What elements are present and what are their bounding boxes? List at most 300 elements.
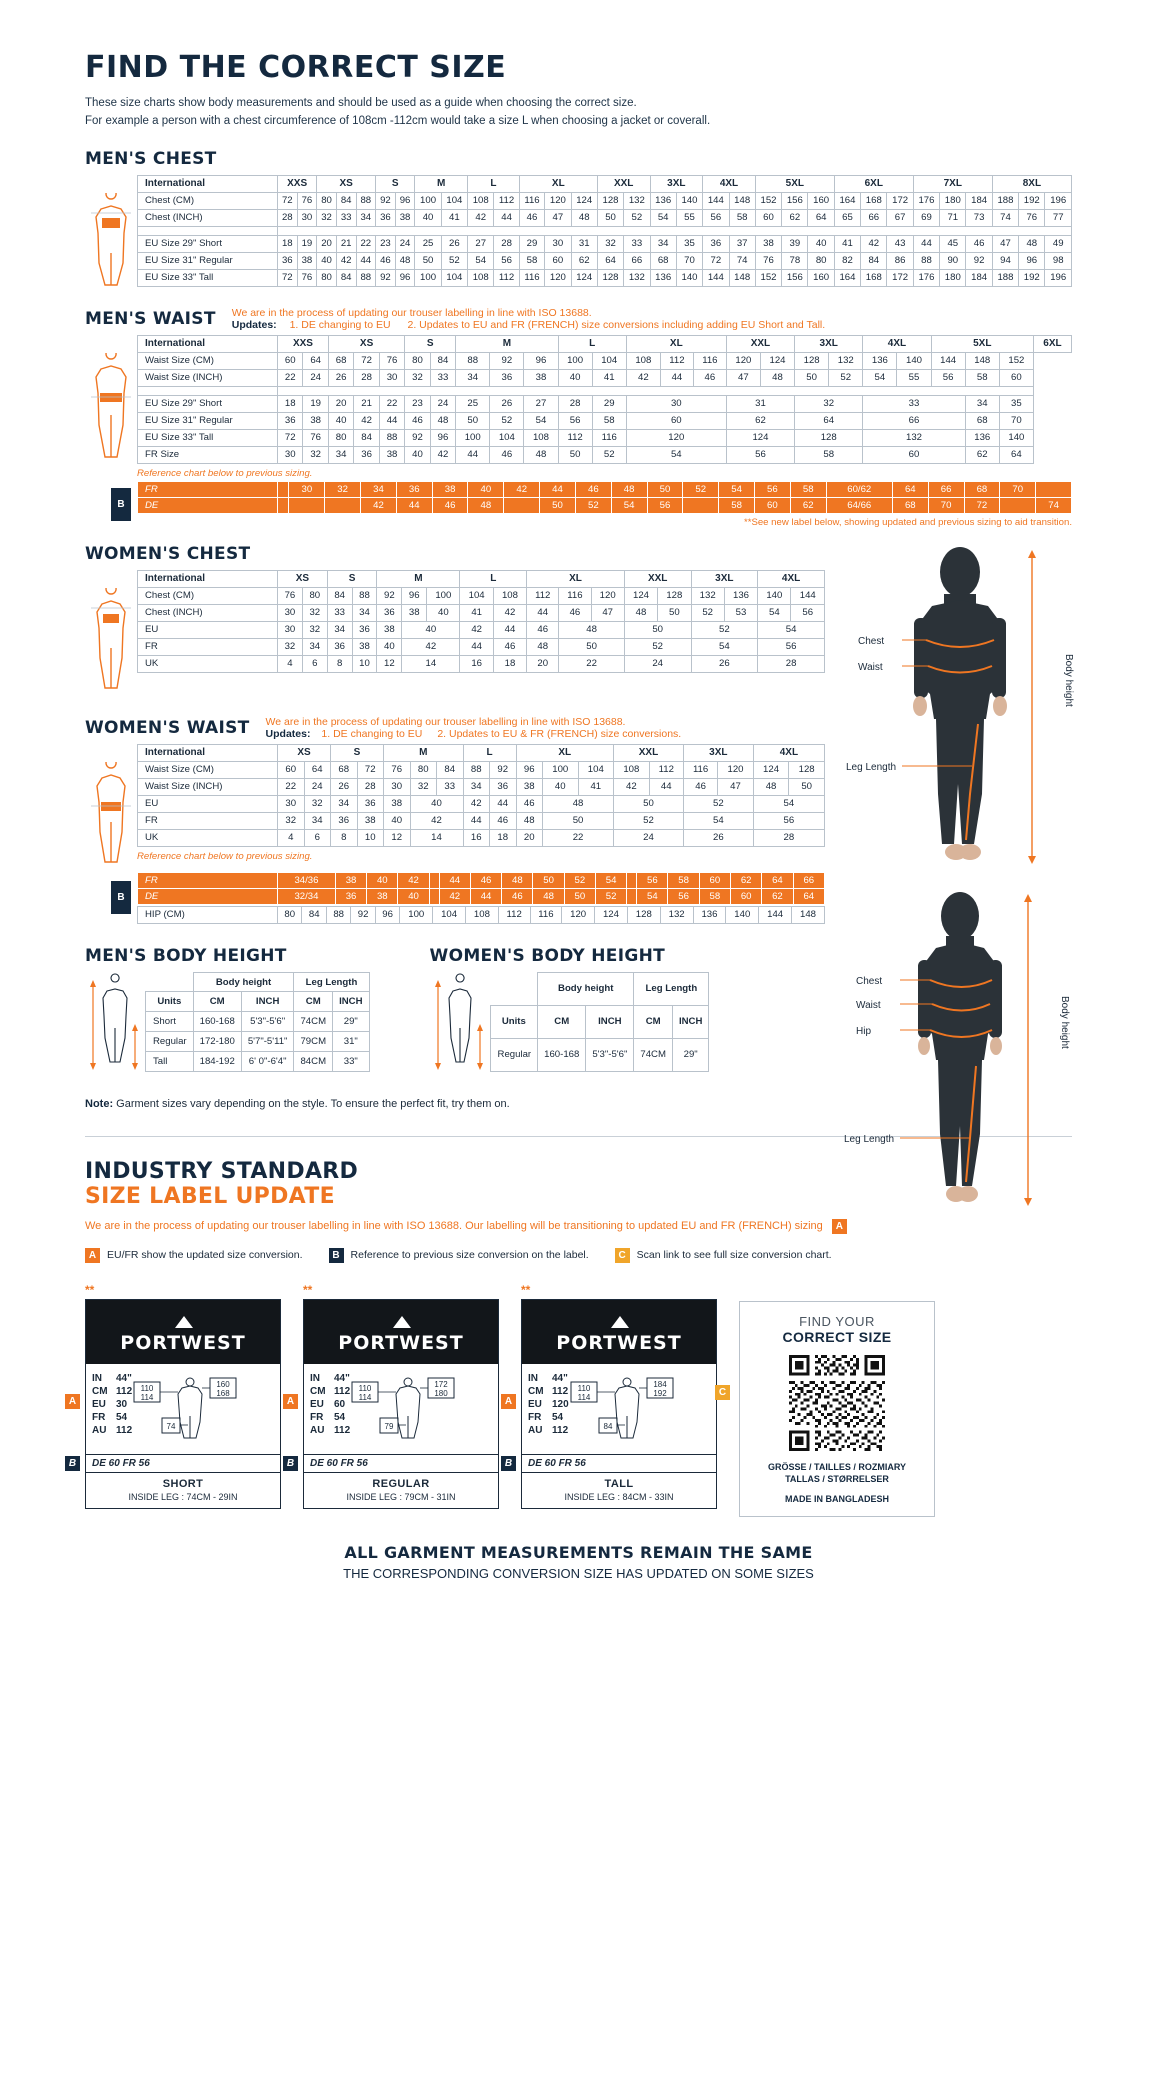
label-sizes-tall (528, 1372, 569, 1450)
cell: 22 (379, 395, 404, 412)
cell: 76 (297, 269, 317, 286)
cell: 128 (658, 587, 691, 604)
cell: 53 (724, 604, 757, 621)
cell: 48 (468, 497, 504, 513)
intro-line-2: For example a person with a chest circumference of 108cm -112cm would take a size L when choosing a jacket or coverall. (85, 114, 711, 127)
table-row (138, 655, 825, 672)
col-xs: XS (278, 570, 328, 587)
val-cm: 112 (334, 1385, 351, 1397)
cell: 21 (354, 395, 379, 412)
cell: 148 (729, 192, 755, 209)
table-row (138, 497, 1072, 513)
row-label: Chest (CM) (138, 587, 278, 604)
cell: 21 (336, 235, 356, 252)
cell: 20 (527, 655, 559, 672)
cell: 44 (439, 872, 470, 888)
cell: 38 (516, 778, 543, 795)
womens-waist-previous-sizing-table (137, 872, 825, 905)
callout-leglength-male: Leg Length (846, 761, 897, 773)
cell: 68 (965, 412, 999, 429)
callout-body-height-female: Body height (1059, 995, 1070, 1049)
cell: 72 (278, 269, 298, 286)
cell: 120 (562, 906, 595, 923)
svg-text:160: 160 (216, 1379, 230, 1389)
val-in: 44" (552, 1372, 568, 1384)
key-cm: CM (528, 1385, 544, 1397)
female-model-figure (842, 888, 1072, 1218)
cell: 72 (357, 761, 384, 778)
cell: 98 (1045, 252, 1072, 269)
final-note-text: Garment sizes vary depending on the style. To ensure the perfect fit, try them on. (113, 1097, 510, 1110)
cell: 36 (377, 604, 402, 621)
svg-text:79: 79 (384, 1421, 394, 1431)
cell: 41 (460, 604, 493, 621)
cell: 25 (415, 235, 441, 252)
tag-c: C (615, 1248, 630, 1263)
cell: 32/34 (278, 888, 336, 904)
callout-chest-female: Chest (856, 975, 883, 987)
cell: 132 (624, 192, 650, 209)
col-xl: XL (527, 570, 625, 587)
cell: 38 (755, 235, 781, 252)
col-7xl: 7XL (913, 175, 992, 192)
cell: 36 (352, 621, 377, 638)
col-4xl: 4XL (758, 570, 825, 587)
cell: 38 (402, 604, 427, 621)
cell: 48 (611, 481, 647, 497)
cell: 47 (545, 209, 571, 226)
col-xxl: XXL (726, 335, 794, 352)
row-label: EU Size 29" Short (138, 235, 278, 252)
cell: 60 (278, 761, 305, 778)
cell: 36 (357, 795, 384, 812)
cell: 42 (861, 235, 887, 252)
callout-body-height-male: Body height (1063, 653, 1074, 707)
cell (683, 497, 719, 513)
table-row (138, 446, 1072, 463)
val-cm: 112 (116, 1385, 133, 1397)
key-fr: FR (92, 1412, 106, 1424)
row-label: Chest (CM) (138, 192, 278, 209)
cell: 39 (782, 235, 808, 252)
cell: 48 (543, 795, 614, 812)
col-l: L (460, 570, 527, 587)
cell: 92 (376, 269, 396, 286)
cell: 32 (795, 395, 863, 412)
cell: 74CM (634, 1038, 673, 1071)
col-xxs: XXS (278, 335, 329, 352)
row-label: EU Size 33" Tall (138, 429, 278, 446)
col-xs: XS (328, 335, 404, 352)
cell: 6 (302, 655, 327, 672)
cell: 54 (719, 481, 755, 497)
closing-line1: ALL GARMENT MEASUREMENTS REMAIN THE SAME (344, 1542, 813, 1562)
val-au: 112 (334, 1425, 351, 1437)
cell (429, 872, 439, 888)
cell: 94 (992, 252, 1018, 269)
cell: 78 (782, 252, 808, 269)
svg-text:110: 110 (140, 1383, 154, 1393)
cell: 46 (559, 604, 591, 621)
mens-waist-note-iso: We are in the process of updating our trouser labelling in line with ISO 13688. (231, 306, 592, 319)
legend-item-b (329, 1248, 589, 1263)
cell: 80 (808, 252, 834, 269)
section-title-womens-chest: WOMEN'S CHEST (85, 543, 251, 564)
cell: 50 (658, 604, 691, 621)
cell: 180 (940, 269, 966, 286)
cell: 84 (327, 587, 352, 604)
cell: 60 (999, 369, 1033, 386)
cell: 38 (379, 446, 404, 463)
cell: 60 (626, 412, 726, 429)
cell: 42 (398, 872, 429, 888)
col-m: M (456, 335, 558, 352)
cell: 48 (559, 621, 625, 638)
group-leg-length: Leg Length (634, 972, 709, 1005)
cell: 52 (829, 369, 863, 386)
brand-header-regular (304, 1300, 498, 1364)
cell: 50 (415, 252, 441, 269)
cell: 24 (624, 655, 691, 672)
cell: 44 (649, 778, 683, 795)
sub-inch: INCH (241, 992, 294, 1012)
cell: 55 (676, 209, 702, 226)
cell: 44 (494, 209, 519, 226)
table-row (138, 604, 825, 621)
cell: 120 (545, 192, 571, 209)
cell: 144 (703, 269, 729, 286)
cell: 22 (559, 655, 625, 672)
cell: 24 (303, 369, 328, 386)
label-stars-regular: ** (303, 1282, 313, 1297)
cell: 18 (278, 235, 298, 252)
cell: 30 (278, 621, 303, 638)
table-row (146, 1051, 370, 1071)
cell: 70 (1000, 481, 1036, 497)
cell: 128 (789, 761, 825, 778)
cell: 120 (591, 587, 624, 604)
cell: 20 (516, 829, 543, 846)
closing-statement (85, 1543, 1072, 1581)
row-label: Waist Size (INCH) (138, 778, 278, 795)
cell: 28 (494, 235, 519, 252)
cell: 82 (834, 252, 860, 269)
cell: 52 (624, 638, 691, 655)
cell: 26 (331, 778, 358, 795)
badge-b-mens-waist: B (111, 488, 131, 521)
callout-chest-male: Chest (858, 635, 885, 647)
cell (289, 497, 325, 513)
cell: 30 (545, 235, 571, 252)
cell: 76 (379, 352, 404, 369)
cell: 40 (808, 235, 834, 252)
label-inside-leg-tall: INSIDE LEG : 84CM - 33IN (564, 1491, 674, 1502)
cell: 49 (1045, 235, 1072, 252)
cell: 54 (468, 252, 494, 269)
cell: 76 (297, 192, 317, 209)
cell: 58 (592, 412, 626, 429)
cell: 108 (468, 192, 494, 209)
spacer-row (138, 226, 1072, 235)
row-label: FR (138, 872, 278, 888)
cell: 160 (808, 192, 834, 209)
cell: 42 (626, 369, 660, 386)
sub-units: Units (490, 1005, 538, 1038)
cell: 172 (887, 192, 913, 209)
cell: 22 (278, 778, 305, 795)
cell: 74 (1036, 497, 1072, 513)
cell: 62 (790, 497, 826, 513)
cell: 62 (726, 412, 794, 429)
cell: 68 (964, 481, 1000, 497)
cell: 64 (303, 352, 328, 369)
table-row (138, 872, 825, 888)
row-label: FR Size (138, 446, 278, 463)
cell: 112 (649, 761, 683, 778)
cell: 50 (624, 621, 691, 638)
cell: 92 (377, 587, 402, 604)
womens-waist-update-2: 2. Updates to EU & FR (FRENCH) size conversions. (437, 727, 682, 740)
cell: 36 (327, 638, 352, 655)
sub-units: Units (146, 992, 194, 1012)
cell: 168 (861, 269, 887, 286)
row-label: UK (138, 655, 278, 672)
col-xxl: XXL (614, 744, 684, 761)
cell: 128 (597, 192, 623, 209)
cell: 100 (558, 352, 592, 369)
cell: 46 (502, 888, 533, 904)
cell: 120 (718, 761, 754, 778)
cell: 32 (302, 604, 327, 621)
cell: 48 (527, 638, 559, 655)
cell: 88 (456, 352, 490, 369)
cell: 30 (278, 446, 303, 463)
table-row (138, 906, 825, 923)
industry-title-line1: INDUSTRY STANDARD (85, 1158, 359, 1184)
cell: 62 (731, 872, 762, 888)
cell: 42 (460, 621, 493, 638)
cell: 33 (863, 395, 965, 412)
key-au: AU (92, 1425, 107, 1437)
cell: 132 (829, 352, 863, 369)
cell: 80 (302, 587, 327, 604)
qr-footer-line3: MADE IN BANGLADESH (784, 1493, 889, 1504)
cell: 46 (966, 235, 992, 252)
cell: 116 (559, 587, 591, 604)
cell: 64/66 (826, 497, 892, 513)
cell: 34/36 (278, 872, 336, 888)
mens-waist-previous-sizing-table (137, 481, 1072, 514)
svg-text:168: 168 (216, 1388, 230, 1398)
cell: 46 (490, 446, 524, 463)
cell: 38 (367, 888, 398, 904)
row-label: Regular (490, 1038, 538, 1071)
cell: 56 (647, 497, 683, 513)
cell: 48 (760, 369, 794, 386)
cell (429, 888, 439, 904)
cell: 64 (795, 412, 863, 429)
cell: 96 (524, 352, 558, 369)
cell: 136 (724, 587, 757, 604)
cell: 84 (302, 906, 326, 923)
cell: 124 (726, 429, 794, 446)
cell: 34 (650, 235, 676, 252)
cell: 132 (624, 269, 650, 286)
cell: 52 (691, 604, 724, 621)
cell: 112 (498, 906, 530, 923)
cell: 36 (396, 481, 432, 497)
industry-title-line2: SIZE LABEL UPDATE (85, 1183, 335, 1209)
cell: 58 (729, 209, 755, 226)
cell: 140 (726, 906, 759, 923)
cell: 48 (624, 604, 657, 621)
closing-line2: THE CORRESPONDING CONVERSION SIZE HAS UPDATED ON SOME SIZES (343, 1565, 814, 1581)
cell: 22 (278, 369, 303, 386)
cell: 24 (430, 395, 455, 412)
legend-text-b: Reference to previous size conversion on the label. (350, 1249, 589, 1262)
cell: 36 (278, 412, 303, 429)
cell: 42 (410, 812, 463, 829)
cell: 156 (782, 192, 808, 209)
col-m: M (415, 175, 468, 192)
group-body-height: Body height (193, 972, 294, 992)
row-label: Chest (INCH) (138, 209, 278, 226)
cell: 72 (964, 497, 1000, 513)
cell: 108 (466, 906, 499, 923)
cell: 36 (490, 369, 524, 386)
cell: 50 (456, 412, 490, 429)
cell: 184-192 (193, 1051, 241, 1071)
cell: 35 (999, 395, 1033, 412)
sub-inch: INCH (586, 1005, 634, 1038)
cell: 104 (490, 429, 524, 446)
cell: 34 (302, 638, 327, 655)
cell: 64 (999, 446, 1033, 463)
cell: 70 (928, 497, 964, 513)
cell: 80 (328, 429, 353, 446)
cell: 69 (913, 209, 939, 226)
cell: 80 (405, 352, 430, 369)
cell: 6 (304, 829, 331, 846)
col-6xl: 6XL (834, 175, 913, 192)
cell: 40 (384, 812, 411, 829)
cell: 42 (504, 481, 540, 497)
womens-waist-updates-label: Updates: (265, 727, 311, 740)
mens-waist-table (137, 335, 1072, 464)
val-fr: 54 (334, 1412, 346, 1424)
cell: 54 (650, 209, 676, 226)
cell: 38 (377, 621, 402, 638)
label-card-short (68, 1282, 281, 1509)
cell: 116 (592, 429, 626, 446)
cell: 28 (357, 778, 384, 795)
cell: 30 (626, 395, 726, 412)
table-row (138, 795, 825, 812)
cell: 46 (519, 209, 544, 226)
cell: 33" (333, 1051, 369, 1071)
section-title-womens-waist: WOMEN'S WAIST (85, 717, 250, 738)
cell: 58 (668, 872, 699, 888)
svg-text:74: 74 (166, 1421, 176, 1431)
womens-waist-block (85, 744, 825, 872)
cell: 32 (304, 795, 331, 812)
cell: 33 (327, 604, 352, 621)
cell: 25 (456, 395, 490, 412)
callout-hip-female: Hip (856, 1025, 872, 1037)
cell: 16 (460, 655, 493, 672)
cell: 29" (672, 1038, 708, 1071)
cell: 164 (834, 269, 860, 286)
womens-hip-table (137, 906, 825, 924)
cell: 46 (575, 481, 611, 497)
cell: 38 (357, 812, 384, 829)
cell: 54 (626, 446, 726, 463)
cell: 140 (676, 192, 702, 209)
tag-a-regular: A (283, 1394, 298, 1409)
cell: 104 (460, 587, 493, 604)
col-4xl: 4XL (703, 175, 756, 192)
cell: 29" (333, 1012, 369, 1032)
cell: 116 (519, 269, 544, 286)
cell: 52 (691, 621, 758, 638)
label-de-fr-tall (504, 1454, 716, 1472)
cell (325, 497, 361, 513)
cell: 48 (571, 209, 597, 226)
cell: 112 (660, 352, 693, 369)
cell: 50 (559, 638, 625, 655)
female-torso-figure (85, 570, 137, 698)
cell: 50 (614, 795, 684, 812)
key-eu: EU (528, 1399, 542, 1410)
male-model-figure (842, 544, 1072, 874)
cell: 8 (327, 655, 352, 672)
cell: 50 (540, 497, 576, 513)
cell: 74CM (294, 1012, 333, 1032)
table-row (138, 352, 1072, 369)
table-row (138, 638, 825, 655)
sub-inch2: INCH (672, 1005, 708, 1038)
cell: 34 (304, 812, 331, 829)
cell: 108 (614, 761, 650, 778)
cell: 41 (441, 209, 467, 226)
qr-code-icon[interactable] (789, 1355, 885, 1451)
mens-waist-footnote: **See new label below, showing updated and previous sizing to aid transition. (743, 516, 1072, 528)
cell: 30 (297, 209, 317, 226)
qr-title-line2: CORRECT SIZE (782, 1328, 892, 1345)
cell: 192 (1019, 192, 1045, 209)
cell: 77 (1045, 209, 1072, 226)
cell: 54 (683, 812, 753, 829)
page-title: FIND THE CORRECT SIZE (85, 50, 507, 85)
cell: 92 (966, 252, 992, 269)
cell: 48 (753, 778, 789, 795)
cell: 28 (758, 655, 825, 672)
row-label: FR (138, 481, 278, 497)
qr-card[interactable] (739, 1301, 935, 1517)
cell: 132 (863, 429, 965, 446)
cell: 128 (795, 429, 863, 446)
cell: 46 (405, 412, 430, 429)
cell: 26 (490, 395, 524, 412)
table-row (138, 621, 825, 638)
col-s: S (376, 175, 415, 192)
cell: 34 (352, 604, 377, 621)
table-row (138, 269, 1072, 286)
cell: 41 (834, 235, 860, 252)
cell: 124 (760, 352, 794, 369)
col-xs: XS (317, 175, 376, 192)
cell: 41 (592, 369, 626, 386)
